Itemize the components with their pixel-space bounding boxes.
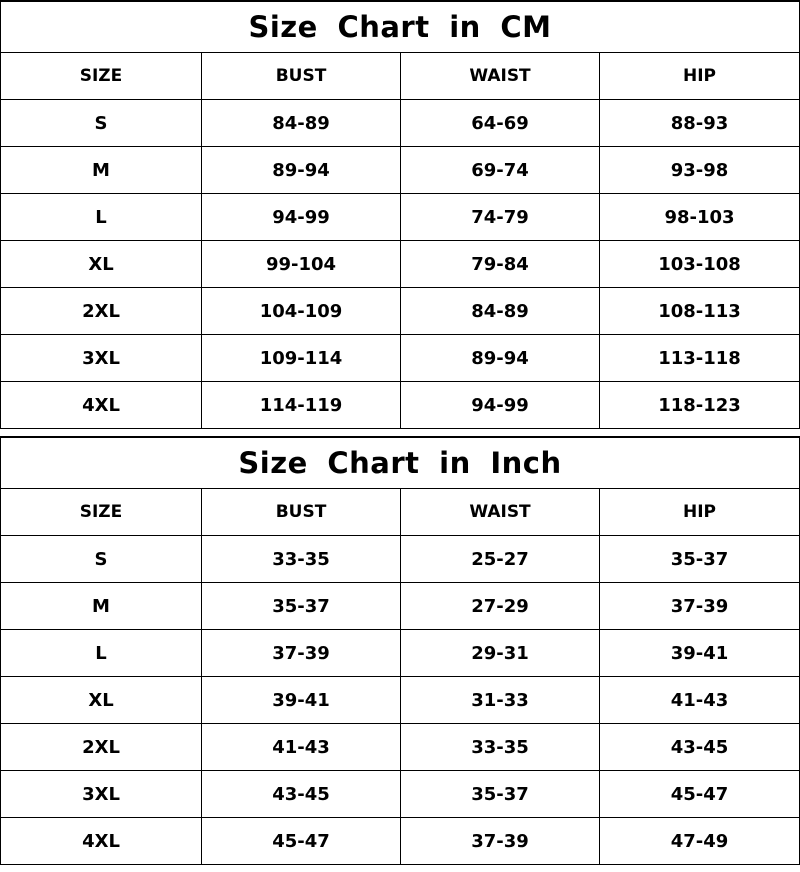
column-header: SIZE [1,53,202,100]
measurement-cell: 113-118 [600,335,800,382]
measurement-cell: 109-114 [202,335,401,382]
measurement-cell: 43-45 [202,771,401,818]
measurement-cell: 37-39 [600,583,800,630]
table-row [1,382,800,429]
measurement-cell: 45-47 [202,818,401,865]
measurement-cell: 118-123 [600,382,800,429]
measurement-cell: 33-35 [202,536,401,583]
table-row [1,100,800,147]
measurement-cell: 104-109 [202,288,401,335]
measurement-cell: 35-37 [600,536,800,583]
column-header: WAIST [401,53,600,100]
table-row [1,147,800,194]
measurement-cell: 89-94 [202,147,401,194]
measurement-cell: 33-35 [401,724,600,771]
size-label-cell: XL [1,677,202,724]
table-title-row [1,437,800,489]
measurement-cell: 108-113 [600,288,800,335]
table-row [1,241,800,288]
measurement-cell: 79-84 [401,241,600,288]
measurement-cell: 41-43 [600,677,800,724]
table-row [1,288,800,335]
column-header: WAIST [401,489,600,536]
size-label-cell: XL [1,241,202,288]
measurement-cell: 94-99 [202,194,401,241]
table-header-row [1,53,800,100]
measurement-cell: 25-27 [401,536,600,583]
measurement-cell: 39-41 [202,677,401,724]
size-chart-inch [0,436,800,865]
measurement-cell: 31-33 [401,677,600,724]
chart-title: Size Chart in CM [1,1,800,53]
table-row [1,194,800,241]
table-row [1,335,800,382]
column-header: BUST [202,53,401,100]
measurement-cell: 84-89 [401,288,600,335]
table-row [1,677,800,724]
measurement-cell: 45-47 [600,771,800,818]
measurement-cell: 35-37 [401,771,600,818]
size-label-cell: S [1,536,202,583]
size-table-cm [0,0,800,429]
size-chart-cm [0,0,800,429]
measurement-cell: 35-37 [202,583,401,630]
measurement-cell: 64-69 [401,100,600,147]
measurement-cell: 98-103 [600,194,800,241]
chart-title: Size Chart in Inch [1,437,800,489]
measurement-cell: 37-39 [202,630,401,677]
measurement-cell: 37-39 [401,818,600,865]
size-label-cell: L [1,194,202,241]
table-header-row [1,489,800,536]
size-label-cell: M [1,583,202,630]
table-title-row [1,1,800,53]
measurement-cell: 29-31 [401,630,600,677]
size-label-cell: M [1,147,202,194]
measurement-cell: 74-79 [401,194,600,241]
table-row [1,583,800,630]
measurement-cell: 89-94 [401,335,600,382]
measurement-cell: 27-29 [401,583,600,630]
size-table-inch [0,436,800,865]
size-label-cell: 2XL [1,724,202,771]
measurement-cell: 99-104 [202,241,401,288]
measurement-cell: 103-108 [600,241,800,288]
size-label-cell: S [1,100,202,147]
measurement-cell: 114-119 [202,382,401,429]
measurement-cell: 39-41 [600,630,800,677]
size-label-cell: 4XL [1,382,202,429]
measurement-cell: 84-89 [202,100,401,147]
column-header: BUST [202,489,401,536]
measurement-cell: 69-74 [401,147,600,194]
column-header: HIP [600,53,800,100]
measurement-cell: 93-98 [600,147,800,194]
size-label-cell: 2XL [1,288,202,335]
table-row [1,536,800,583]
measurement-cell: 88-93 [600,100,800,147]
table-row [1,630,800,677]
table-row [1,771,800,818]
size-label-cell: L [1,630,202,677]
measurement-cell: 94-99 [401,382,600,429]
measurement-cell: 47-49 [600,818,800,865]
table-row [1,724,800,771]
measurement-cell: 41-43 [202,724,401,771]
size-label-cell: 3XL [1,771,202,818]
measurement-cell: 43-45 [600,724,800,771]
size-label-cell: 3XL [1,335,202,382]
table-row [1,818,800,865]
size-label-cell: 4XL [1,818,202,865]
column-header: SIZE [1,489,202,536]
column-header: HIP [600,489,800,536]
